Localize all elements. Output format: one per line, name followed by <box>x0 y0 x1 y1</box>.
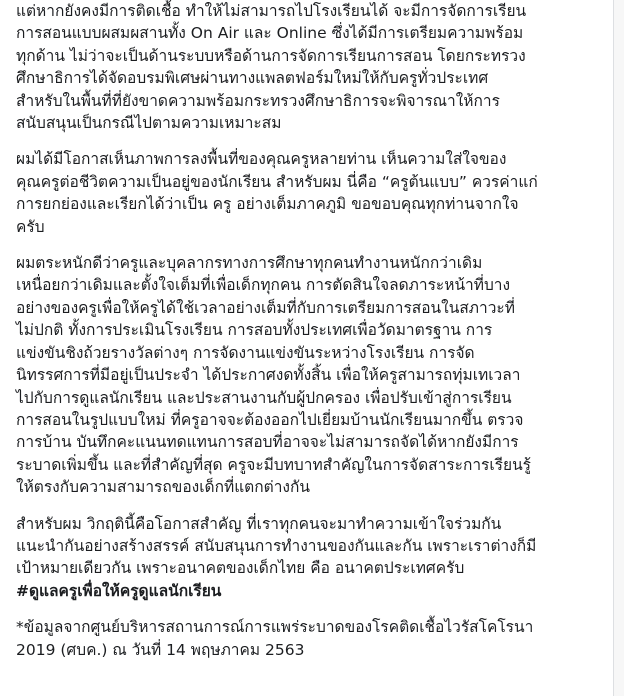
post-body <box>16 0 610 675</box>
text-line: *ข้อมูลจากศูนย์บริหารสถานการณ์การแพร่ระบาดของโรคติดเชื้อไวรัสโคโรนา <box>16 618 534 637</box>
text-line: แต่หากยังคงมีการติดเชื้อ ทำให้ไม่สามารถไปโรงเรียนได้ จะมีการจัดการเรียน <box>16 2 527 20</box>
text-line: แข่งขันชิงถ้วยรางวัลต่างๆ การจัดงานแข่งขันระหว่างโรงเรียน การจัด <box>16 343 475 362</box>
text-line: การสอนในรูปแบบใหม่ ที่ครูอาจจะต้องออกไปเยี่ยมบ้านนักเรียนมากขึ้น ตรวจ <box>16 410 524 429</box>
paragraph-source-footnote <box>16 616 610 661</box>
text-line: ศึกษาธิการได้จัดอบรมพิเศษผ่านทางแพลตฟอร์มใหม่ให้กับครูทั่วประเทศ <box>16 69 489 88</box>
text-line: สนับสนุนเป็นกรณีไปตามความเหมาะสม <box>16 114 282 133</box>
text-line: อย่างของครูเพื่อให้ครูได้ใช้เวลาอย่างเต็มที่กับการเตรียมการสอนในสภาวะที่ <box>16 298 515 317</box>
paragraph-hybrid-learning <box>16 0 610 134</box>
text-line: การสอนแบบผสมผสานทั้ง On Air และ Online ซึ่งได้มีการเตรียมความพร้อม <box>16 24 524 43</box>
text-line: แนะนำกันอย่างสร้างสรรค์ สนับสนุนการทำงานของกันและกัน เพราะเราต่างก็มี <box>16 536 537 555</box>
text-line: ครับ <box>16 217 45 236</box>
text-line: เหนื่อยกว่าเดิมและตั้งใจเต็มที่เพื่อเด็กทุกคน การตัดสินใจลดภาระหน้าที่บาง <box>16 276 511 295</box>
paragraph-crisis-opportunity <box>16 513 610 603</box>
text-line: คุณครูต่อชีวิตความเป็นอยู่ของนักเรียน สำหรับผม นี่คือ “ครูต้นแบบ” ควรค่าแก่ <box>16 172 538 191</box>
text-line: ทุกด้าน ไม่ว่าจะเป็นด้านระบบหรือด้านการจัดการเรียนการสอน โดยกระทรวง <box>16 46 526 65</box>
text-line: 2019 (ศบค.) ณ วันที่ 14 พฤษภาคม 2563 <box>16 640 305 659</box>
paragraph-model-teachers <box>16 148 610 238</box>
right-gutter <box>614 0 624 696</box>
text-line: ไปกับการดูแลนักเรียน และประสานงานกับผู้ปกครอง เพื่อปรับเข้าสู่การเรียน <box>16 388 512 407</box>
text-line: ให้ตรงกับความสามารถของเด็กที่แตกต่างกัน <box>16 478 310 497</box>
text-line: ผมได้มีโอกาสเห็นภาพการลงพื้นที่ของคุณครูหลายท่าน เห็นความใส่ใจของ <box>16 150 507 169</box>
hashtag-link[interactable]: #ดูแลครูเพื่อให้ครูดูแลนักเรียน <box>16 581 222 600</box>
text-line: สำหรับในพื้นที่ที่ยังขาดความพร้อมกระทรวงศึกษาธิการจะพิจารณาให้การ <box>16 91 500 110</box>
paragraph-reduced-workload <box>16 252 610 498</box>
text-line: เป้าหมายเดียวกัน เพราะอนาคตของเด็กไทย คือ อนาคตประเทศครับ <box>16 559 465 578</box>
text-line: การยกย่องและเรียกได้ว่าเป็น ครู อย่างเต็มภาคภูมิ ขอขอบคุณทุกท่านจากใจ <box>16 195 519 214</box>
text-line: ระบาดเพิ่มขึ้น และที่สำคัญที่สุด ครูจะมีบทบาทสำคัญในการจัดสาระการเรียนรู้ <box>16 455 532 474</box>
text-line: ผมตระหนักดีว่าครูและบุคลากรทางการศึกษาทุกคนทำงานหนักกว่าเดิม <box>16 254 483 273</box>
text-line: นิทรรศการที่มีอยู่เป็นประจำ ได้ประกาศงดทั้งสิ้น เพื่อให้ครูสามารถทุ่มเทเวลา <box>16 366 521 385</box>
text-line: การบ้าน บันทึกคะแนนทดแทนการสอบที่อาจจะไม่สามารถจัดได้หากยังมีการ <box>16 433 519 452</box>
text-line: สำหรับผม วิกฤตินี้คือโอกาสสำคัญ ที่เราทุกคนจะมาทำความเข้าใจร่วมกัน <box>16 514 502 533</box>
text-line: ไม่ปกติ ทั้งการประเมินโรงเรียน การสอบทั้งประเทศเพื่อวัดมาตรฐาน การ <box>16 321 493 340</box>
